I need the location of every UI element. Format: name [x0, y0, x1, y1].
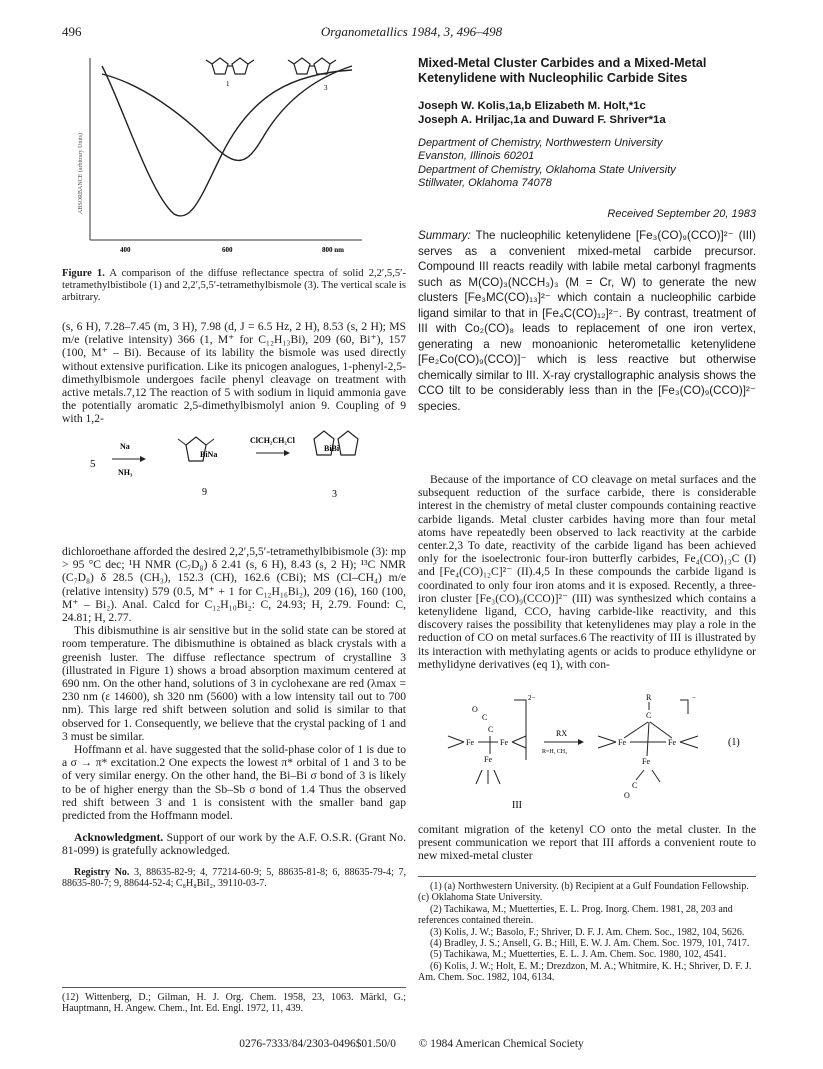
journal-header: Organometallics 1984, 3, 496–498: [320, 24, 503, 39]
x-tick-400: 400: [120, 246, 131, 254]
footer-code: 0276-7333/84/2303-0496$01.50/0: [239, 1038, 396, 1050]
authors-line-2: Joseph A. Hriljac,1a and Duward F. Shriver*1a: [418, 114, 666, 126]
compound-label-3: 3: [324, 84, 328, 92]
scheme-product-label: BiBi: [324, 444, 340, 453]
footnotes-right: [418, 881, 756, 984]
left-body-continued: [62, 545, 406, 889]
x-tick-800: 800 nm: [322, 246, 344, 254]
eq-fe-right-1: Fe: [618, 738, 626, 747]
figure-caption: [62, 268, 406, 304]
figure-1: [62, 44, 406, 262]
summary: [418, 228, 756, 414]
left-para-2: dichloroethane afforded the desired 2,2′,5,5′-tetramethylbibismole (3): mp > 95 °C dec; ¹H NMR (C₇D₈) δ 2.41 (s, 6 H), 8.43 (s, 2 H); ¹³C NMR (C₇D₈) δ 28.5 (CH₃), 152.3 (CH), 162.6 (CBi); MS (CI–CH₄) m/e (relative intensity) 579 (0.5, M⁺ + 1 for C₁₂H₁₆Bi₂), 209 (16), 160 (100, M⁺ – Bi₂). Anal. Calcd for C₁₂H₁₀Bi₂: C, 24.93; H, 2.79. Found: C, 24.81; H, 2.77.: [62, 545, 406, 625]
footnote-1: (1) (a) Northwestern University. (b) Recipient at a Gulf Foundation Fellowship. (c) Oklahoma State University.: [418, 881, 749, 904]
eq-charge-right: −: [692, 694, 696, 702]
scheme-reagent-na: Na: [120, 442, 130, 451]
footnote-3: (3) Kolis, J. W.; Basolo, F.; Shriver, D. F. J. Am. Chem. Soc., 1982, 104, 5626.: [430, 926, 745, 938]
eq-oc-o: O: [624, 791, 630, 800]
summary-text: The nucleophilic ketenylidene [Fe₃(CO)₉(CCO)]²⁻ (III) serves as a convenient mixed-metal carbide precursor. Compound III reacts readily with labile metal carbonyl fragments such as M(CO)₃(NCCH₃)₃ (M = Cr, W) to generate the new clusters [Fe₃MC(CO)₁₃]²⁻ which contain a nucleophilic carbide ligand similar to that in [Fe₄C(CO)₁₂]²⁻. By contrast, treatment of III with Co₂(CO)₈ leads to replacement of one iron vertex, generating a new monoanionic heterometallic ketenylidene [Fe₂Co(CO)₉(CCO)]⁻ which is less reactive but otherwise chemically similar to III. X-ray crystallographic analysis shows the CCO tilt to be considerably less than in the [Fe₃(CO)₉(CCO)]²⁻ species.: [418, 229, 756, 413]
left-para-4: Hoffmann et al. have suggested that the solid-phase color of 1 is due to a σ → π* excitation.2 One expects the lowest π* orbital of 1 and 3 to be of very similar energy. On the other hand, the Bi–Bi σ bond of 3 is likely to be of higher energy than the Sb–Sb σ bond of 1.4 Thus the observed red shift between 3 and 1 is consistent with the smaller band gap predicted from the Hoffmann model.: [62, 743, 406, 823]
eq-ketenyl-o: O: [472, 705, 478, 714]
eq-reagent-rx: RX: [556, 729, 568, 738]
article-title: Mixed-Metal Cluster Carbides and a Mixed-Metal Ketenylidene with Nucleophilic Carbide Sites: [418, 56, 707, 85]
footnote-6: (6) Kolis, J. W.; Holt, E. M.; Drezdzon, M. A.; Whitmire, K. H.; Shriver, D. F. J. Am. Chem. Soc. 1982, 104, 6134.: [418, 960, 752, 984]
affiliation-2: Evanston, Illinois 60201: [418, 150, 535, 163]
molecule-1-icon: [206, 58, 254, 74]
eq-ketenyl-c1: C: [482, 713, 488, 722]
affiliation-3: Department of Chemistry, Oklahoma State University: [418, 163, 676, 176]
page-number: 496: [62, 24, 82, 39]
eq-charge-left: 2−: [528, 694, 536, 702]
scheme-reagent-2: ClCH₂CH₂Cl: [250, 436, 295, 445]
affiliation-4: Stillwater, Oklahoma 74078: [418, 176, 552, 189]
scheme-reagent-nh3: NH₃: [118, 468, 133, 477]
eq-fe-left-1: Fe: [466, 738, 474, 747]
y-axis-label: ABSORBANCE (arbitrary Units): [78, 133, 84, 214]
molecule-3-icon: [288, 58, 336, 74]
scheme-intermediate-number: 9: [202, 487, 207, 498]
authors-line-1: Joseph W. Kolis,1a,b Elizabeth M. Holt,*1c: [418, 100, 646, 112]
ack-label: Acknowledgment.: [74, 831, 164, 845]
compound-label-1: 1: [226, 80, 230, 88]
page-footer: [0, 1038, 823, 1050]
spectrum-plot: [62, 44, 406, 262]
after-equation-text: comitant migration of the ketenyl CO onto the metal cluster. In the present communication we report that III affords a convenient route to new mixed-metal cluster: [418, 823, 756, 863]
registry-numbers: [62, 867, 406, 890]
caption-text: A comparison of the diffuse reflectance spectra of solid 2,2′,5,5′-tetramethylbistibole (1) and 2,2′,5,5′-tetramethylbismole (3). The vertical scale is arbitrary.: [62, 268, 406, 303]
footnote-divider-right: [418, 876, 756, 877]
footnote-4: (4) Bradley, J. S.; Ansell, G. B.; Hill, E. W. J. Am. Chem. Soc. 1979, 101, 7417.: [430, 938, 750, 950]
caption-label: Figure 1.: [62, 268, 105, 279]
eq-number: (1): [728, 737, 740, 748]
scheme-product-number: 3: [332, 489, 337, 500]
equation-1: [418, 690, 756, 810]
footer-copyright: © 1984 American Chemical Society: [418, 1038, 584, 1050]
eq-oc-c: C: [632, 781, 638, 790]
eq-fe-right-3: Fe: [642, 757, 650, 766]
eq-compound-label: III: [512, 800, 522, 810]
registry-text: 3, 88635-82-9; 4, 77214-60-9; 5, 88635-81-8; 6, 88635-79-4; 7, 88635-80-7; 9, 88644-52-4; C₈H₈BiI₂, 39110-03-7.: [62, 866, 406, 890]
footnote-12: (12) Wittenberg, D.; Gilman, H. J. Org. Chem. 1958, 23, 1063. Märkl, G.; Hauptmann, H. Angew. Chem., Int. Ed. Engl. 1972, 11, 439.: [62, 992, 406, 1015]
bibismole-right-ring-icon: [338, 431, 358, 455]
scheme-start: 5: [90, 458, 96, 470]
ack-text: Support of our work by the A.F. O.S.R. (Grant No. 81-099) is gratefully acknowledged.: [62, 831, 406, 858]
eq-fe-left-3: Fe: [484, 755, 492, 764]
registry-label: Registry No.: [74, 866, 130, 878]
footnote-5: (5) Tachikawa, M.; Muetterties, E. L. J. Am. Chem. Soc. 1980, 102, 4541.: [430, 949, 727, 961]
scheme-intermediate-label: BiNa: [200, 450, 218, 459]
left-para-3: This dibismuthine is air sensitive but in the solid state can be stored at room temperature. The dibismuthine is obtained as black crystals with a greenish luster. The diffuse reflectance spectrum of crystalline 3 (illustrated in Figure 1) shows a broad absorption maximum centered at 690 nm. On the other hand, solutions of 3 in cyclohexane are red (λmax = 230 nm (ε 14600), sh 320 nm (5600) with a low intensity tail out to 700 nm). This large red shift between solution and solid is similar to that observed for 1. Consequently, we believe that the crystal packing of 1 and 3 must be similar.: [62, 624, 406, 743]
left-para-1: (s, 6 H), 7.28–7.45 (m, 3 H), 7.98 (d, J = 6.5 Hz, 2 H), 8.53 (s, 2 H); MS m/e (relative intensity) 366 (1, M⁺ for C₁₂H₁₃Bi), 209 (60, Bi⁺), 157 (100, M⁺ – Bi). Because of its lability the bismole was used directly without extensive purification. Like its pnicogen analogues, 1-phenyl-2,5-dimethylbismole undergoes facile phenyl cleavage on treatment with active metals.7,12 The reaction of 5 with sodium in liquid ammonia gave the potentially aromatic 2,5-dimethylbismolyl anion 9. Coupling of 9 with 1,2-: [62, 320, 406, 426]
footnote-divider-left: [62, 987, 406, 988]
summary-label: Summary:: [418, 229, 471, 242]
eq-methylidyne-c: C: [646, 711, 652, 720]
eq-reagent-r: R=H, CH₃: [542, 749, 568, 755]
intro-paragraph: Because of the importance of CO cleavage on metal surfaces and the subsequent reduction of the surface carbide, there is considerable interest in the chemistry of metal cluster compounds containing reactive carbide ligands. Metal cluster carbides having more than four metal atoms have repeatedly been observed to lack reactivity at the carbide center.2,3 To date, reactivity of the carbide ligand has been achieved only for the isoelectronic four-iron butterfly carbides, Fe₄(CO)₁₃C (I) and [Fe₄(CO)₁₂C]²⁻ (II).4,5 In these compounds the carbide ligand is coordinated to only four iron atoms and it is exposed. Recently, a three-iron cluster [Fe₃(CO)₉(CCO)]²⁻ (III) was synthesized which contains a ketenylidene ligand, CCO, having carbide-like reactivity, and this discovery raises the possibility that ketenylidenes may play a role in the reduction of CO on metal surfaces.6 The reactivity of III is illustrated by its interaction with methylating agents or acids to produce ethylidyne or methylidyne derivatives (eq 1), with con-: [418, 473, 756, 671]
eq-ketenyl-c2: C: [488, 725, 494, 734]
authors: [418, 99, 756, 127]
affiliation-1: Department of Chemistry, Northwestern University: [418, 137, 663, 149]
eq-fe-right-2: Fe: [668, 738, 676, 747]
acknowledgment: [62, 831, 406, 857]
eq-fe-left-2: Fe: [500, 738, 508, 747]
affiliations: [418, 137, 756, 190]
reaction-scheme: [62, 415, 406, 525]
x-tick-600: 600: [222, 246, 233, 254]
footnote-2: (2) Tachikawa, M.; Muetterties, E. L. Prog. Inorg. Chem. 1981, 28, 203 and references contained therein.: [418, 903, 733, 927]
eq-r-group: R: [646, 693, 652, 702]
received-date: Received September 20, 1983: [607, 208, 756, 220]
